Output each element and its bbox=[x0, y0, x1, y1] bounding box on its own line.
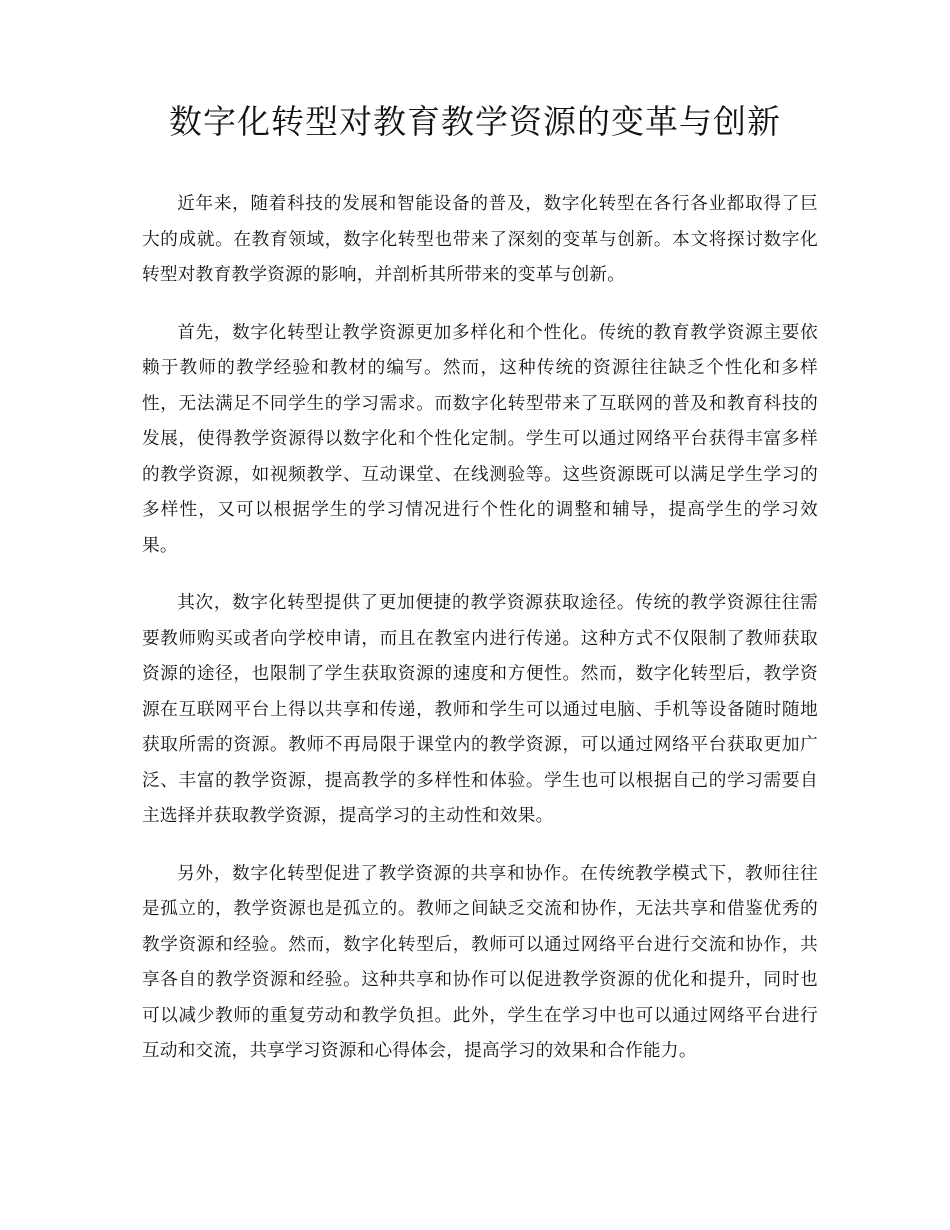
paragraph-sharing: 另外，数字化转型促进了教学资源的共享和协作。在传统教学模式下，教师往往是孤立的，教学资源也是孤立的。教师之间缺乏交流和协作，无法共享和借鉴优秀的教学资源和经验。然而，数字化转型后，教师可以通过网络平台进行交流和协作，共享各自的教学资源和经验。这种共享和协作可以促进教学资源的优化和提升，同时也可以减少教师的重复劳动和教学负担。此外，学生在学习中也可以通过网络平台进行互动和交流，共享学习资源和心得体会，提高学习的效果和合作能力。 bbox=[142, 863, 818, 1061]
document-title: 数字化转型对教育教学资源的变革与创新 bbox=[169, 102, 781, 141]
document-body bbox=[142, 187, 818, 1092]
paragraph-diversity: 首先，数字化转型让教学资源更加多样化和个性化。传统的教育教学资源主要依赖于教师的教学经验和教材的编写。然而，这种传统的资源往往缺乏个性化和多样性，无法满足不同学生的学习需求。而数字化转型带来了互联网的普及和教育科技的发展，使得教学资源得以数字化和个性化定制。学生可以通过网络平台获得丰富多样的教学资源，如视频教学、互动课堂、在线测验等。这些资源既可以满足学生学习的多样性，又可以根据学生的学习情况进行个性化的调整和辅导，提高学生的学习效果。 bbox=[142, 322, 818, 556]
paragraph-access: 其次，数字化转型提供了更加便捷的教学资源获取途径。传统的教学资源往往需要教师购买或者向学校申请，而且在教室内进行传递。这种方式不仅限制了教师获取资源的途径，也限制了学生获取资源的速度和方便性。然而，数字化转型后，教学资源在互联网平台上得以共享和传递，教师和学生可以通过电脑、手机等设备随时随地获取所需的资源。教师不再局限于课堂内的教学资源，可以通过网络平台获取更加广泛、丰富的教学资源，提高教学的多样性和体验。学生也可以根据自己的学习需要自主选择并获取教学资源，提高学习的主动性和效果。 bbox=[142, 593, 818, 826]
paragraph-intro: 近年来，随着科技的发展和智能设备的普及，数字化转型在各行各业都取得了巨大的成就。在教育领域，数字化转型也带来了深刻的变革与创新。本文将探讨数字化转型对教育教学资源的影响，并剖析其所带来的变革与创新。 bbox=[142, 194, 818, 285]
